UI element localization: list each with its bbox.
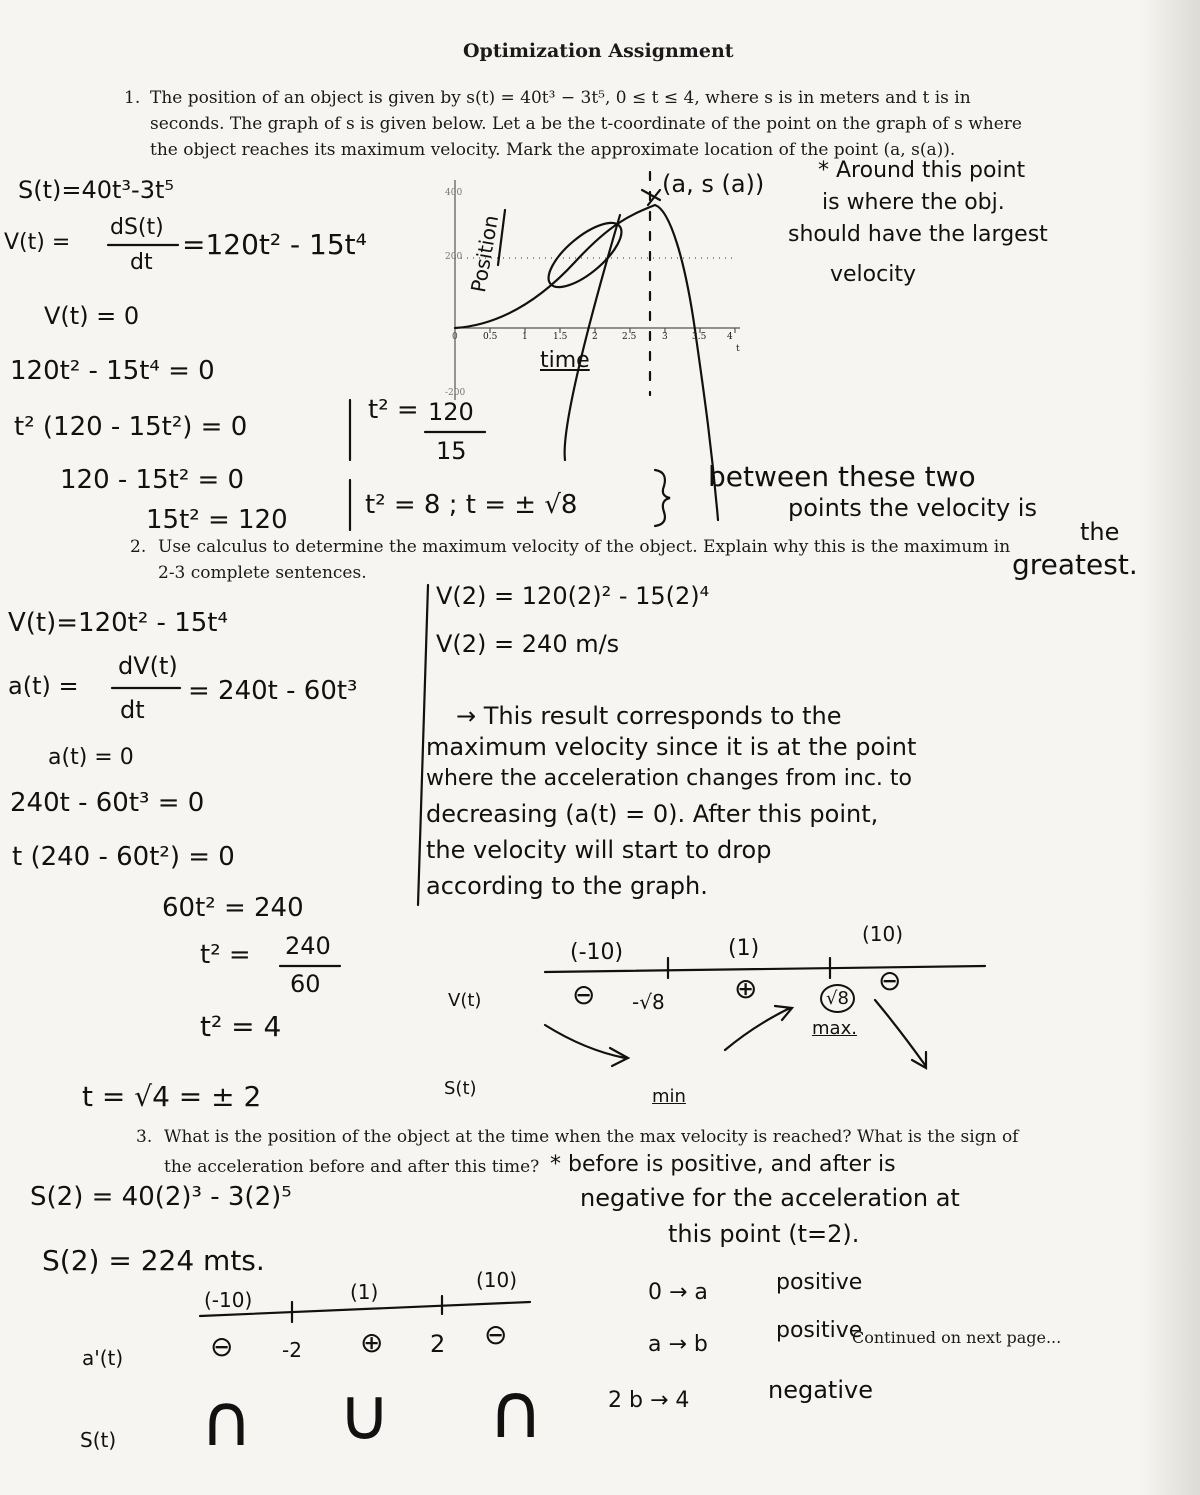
note1-line3: should have the largest xyxy=(788,222,1048,247)
problem3-line1: What is the position of the object at the time when the max velocity is reached? What is the sign of xyxy=(164,1127,1019,1147)
signchart2-row2: S(t) xyxy=(80,1428,117,1452)
interval-3-sign: negative xyxy=(768,1376,873,1404)
work1-between1: between these two xyxy=(708,460,976,493)
work2-a-rhs: = 240t - 60t³ xyxy=(188,676,358,706)
graph-xtick-0.5: 0.5 xyxy=(483,332,498,342)
work1-v-lhs: V(t) = xyxy=(4,230,71,255)
interval-2-range: a → b xyxy=(648,1332,708,1357)
signchart2-shape-2: ∪ xyxy=(338,1372,391,1456)
signchart2-lines xyxy=(0,0,10,10)
problem2-line1: Use calculus to determine the maximum velocity of the object. Explain why this is the maximum in xyxy=(158,537,1011,557)
work1-v-rhs: =120t² - 15t⁴ xyxy=(182,228,367,261)
work1-t2-den: 15 xyxy=(436,437,467,465)
work2-exp3: where the acceleration changes from inc. to xyxy=(426,766,913,791)
work3-s2b: S(2) = 224 mts. xyxy=(42,1244,265,1277)
work2-e2: t (240 - 60t²) = 0 xyxy=(12,842,235,872)
work2-v: V(t)=120t² - 15t⁴ xyxy=(8,608,228,638)
work2-e3: 60t² = 240 xyxy=(162,893,304,923)
interval-3-range: 2 b → 4 xyxy=(608,1388,690,1413)
work3-note3: this point (t=2). xyxy=(668,1220,860,1248)
problem3-line2: the acceleration before and after this time? xyxy=(164,1157,540,1177)
graph-xtick-3.5: 3.5 xyxy=(692,332,707,342)
graph-xtick-1.5: 1.5 xyxy=(553,332,568,342)
work1-t2-num: 120 xyxy=(428,398,474,426)
work2-exp1: → This result corresponds to the xyxy=(456,702,842,730)
signchart1-crit-2: √8 xyxy=(820,984,855,1013)
work2-a0: a(t) = 0 xyxy=(48,745,134,770)
signchart1-row2: S(t) xyxy=(444,1078,477,1099)
problem2-line2: 2-3 complete sentences. xyxy=(158,563,367,583)
work2-exp5: the velocity will start to drop xyxy=(426,836,772,864)
work2-a-den: dt xyxy=(120,696,145,724)
signchart2-sign-3: ⊖ xyxy=(484,1318,508,1351)
signchart2-sign-2: ⊕ xyxy=(360,1326,384,1359)
work1-e2: t² (120 - 15t²) = 0 xyxy=(14,412,248,442)
graph-ytick-0: 0 xyxy=(452,332,458,342)
signchart1-row1: V(t) xyxy=(448,990,482,1011)
work1-t2-lhs: t² = xyxy=(368,395,419,425)
signchart2-row1: a'(t) xyxy=(82,1346,124,1370)
work1-t2-res: t² = 8 ; t = ± √8 xyxy=(365,490,578,520)
work2-v2b: V(2) = 240 m/s xyxy=(436,630,620,658)
graph-point-label: (a, s (a)) xyxy=(662,170,765,198)
work2-t2-num: 240 xyxy=(285,932,331,960)
work1-between3: the xyxy=(1080,518,1120,546)
work3-s2a: S(2) = 40(2)³ - 3(2)⁵ xyxy=(30,1182,292,1212)
problem1-number: 1. xyxy=(124,88,141,108)
signchart1-min: min xyxy=(652,1086,686,1107)
interval-1-sign: positive xyxy=(776,1270,863,1295)
work2-e1: 240t - 60t³ = 0 xyxy=(10,788,205,818)
note1-line1: * Around this point xyxy=(818,158,1026,183)
graph-xtick-3: 3 xyxy=(662,332,668,342)
work1-s: S(t)=40t³-3t⁵ xyxy=(18,176,175,204)
work3-note1: * before is positive, and after is xyxy=(550,1152,896,1177)
signchart2-sign-1: ⊖ xyxy=(210,1330,234,1363)
graph-y-label: Position xyxy=(466,213,504,295)
interval-1-range: 0 → a xyxy=(648,1280,708,1305)
signchart1-max: max. xyxy=(812,1018,857,1039)
work2-a-lhs: a(t) = xyxy=(8,672,79,700)
work3-note2: negative for the acceleration at xyxy=(580,1184,960,1212)
signchart2-test-1: (-10) xyxy=(204,1288,253,1312)
signchart2-test-2: (1) xyxy=(350,1280,379,1304)
signchart2-shape-3: ∩ xyxy=(488,1366,544,1455)
signchart2-shape-1: ∩ xyxy=(200,1378,253,1462)
work2-a-num: dV(t) xyxy=(118,652,178,680)
work1-v-num: dS(t) xyxy=(110,215,164,240)
signchart1-sign-3: ⊖ xyxy=(878,964,902,997)
work2-v2a: V(2) = 120(2)² - 15(2)⁴ xyxy=(436,582,710,610)
work2-t-res: t = √4 = ± 2 xyxy=(82,1080,262,1113)
signchart2-test-3: (10) xyxy=(476,1268,518,1292)
graph-ytick-400: 400 xyxy=(445,188,463,198)
work2-t2-den: 60 xyxy=(290,970,321,998)
graph-xtick-1: 1 xyxy=(522,332,528,342)
work1-between4: greatest. xyxy=(1012,548,1138,581)
work1-v-den: dt xyxy=(130,250,153,275)
work2-exp4: decreasing (a(t) = 0). After this point, xyxy=(426,800,879,828)
work1-e1: 120t² - 15t⁴ = 0 xyxy=(10,356,215,386)
graph-x-label: time xyxy=(540,348,590,373)
graph-xtick-2: 2 xyxy=(592,332,598,342)
problem3-number: 3. xyxy=(136,1127,153,1147)
interval-2-sign: positive xyxy=(776,1318,863,1343)
work2-exp2: maximum velocity since it is at the point xyxy=(426,733,917,761)
problem2-number: 2. xyxy=(130,537,147,557)
graph-axis-t: t xyxy=(736,344,740,354)
signchart1-crit-1: -√8 xyxy=(632,990,665,1014)
work1-between2: points the velocity is xyxy=(788,494,1037,522)
signchart1-sign-1: ⊖ xyxy=(572,978,596,1011)
note1-line2: is where the obj. xyxy=(822,190,1005,215)
work1-e4: 15t² = 120 xyxy=(146,505,288,535)
work1-e3: 120 - 15t² = 0 xyxy=(60,465,245,495)
graph-ytick-neg200: -200 xyxy=(445,388,466,398)
work2-exp6: according to the graph. xyxy=(426,872,708,900)
signchart2-crit-2: 2 xyxy=(430,1330,446,1358)
footer-continued: Continued on next page... xyxy=(852,1328,1062,1347)
problem1-line1: The position of an object is given by s(t) = 40t³ − 3t⁵, 0 ≤ t ≤ 4, where s is in meters and t is in xyxy=(150,88,971,108)
signchart1-sign-2: ⊕ xyxy=(734,972,758,1005)
graph-ytick-200: 200 xyxy=(445,252,463,262)
signchart1-test-3: (10) xyxy=(862,922,904,946)
problem1-line2: seconds. The graph of s is given below. Let a be the t-coordinate of the point on the graph of s where xyxy=(150,114,1022,134)
graph-xtick-4: 4 xyxy=(727,332,733,342)
signchart1-test-2: (1) xyxy=(728,936,760,961)
work2-t2-res: t² = 4 xyxy=(200,1010,282,1043)
signchart2-crit-1: -2 xyxy=(282,1338,302,1362)
note1-line4: velocity xyxy=(830,262,916,287)
work1-v0: V(t) = 0 xyxy=(44,302,140,330)
graph-xtick-2.5: 2.5 xyxy=(622,332,637,342)
work2-t2-lhs: t² = xyxy=(200,940,251,970)
problem1-line3: the object reaches its maximum velocity. Mark the approximate location of the point (a, s(a)). xyxy=(150,140,956,160)
signchart1-test-1: (-10) xyxy=(570,940,624,965)
page-title: Optimization Assignment xyxy=(463,40,734,62)
